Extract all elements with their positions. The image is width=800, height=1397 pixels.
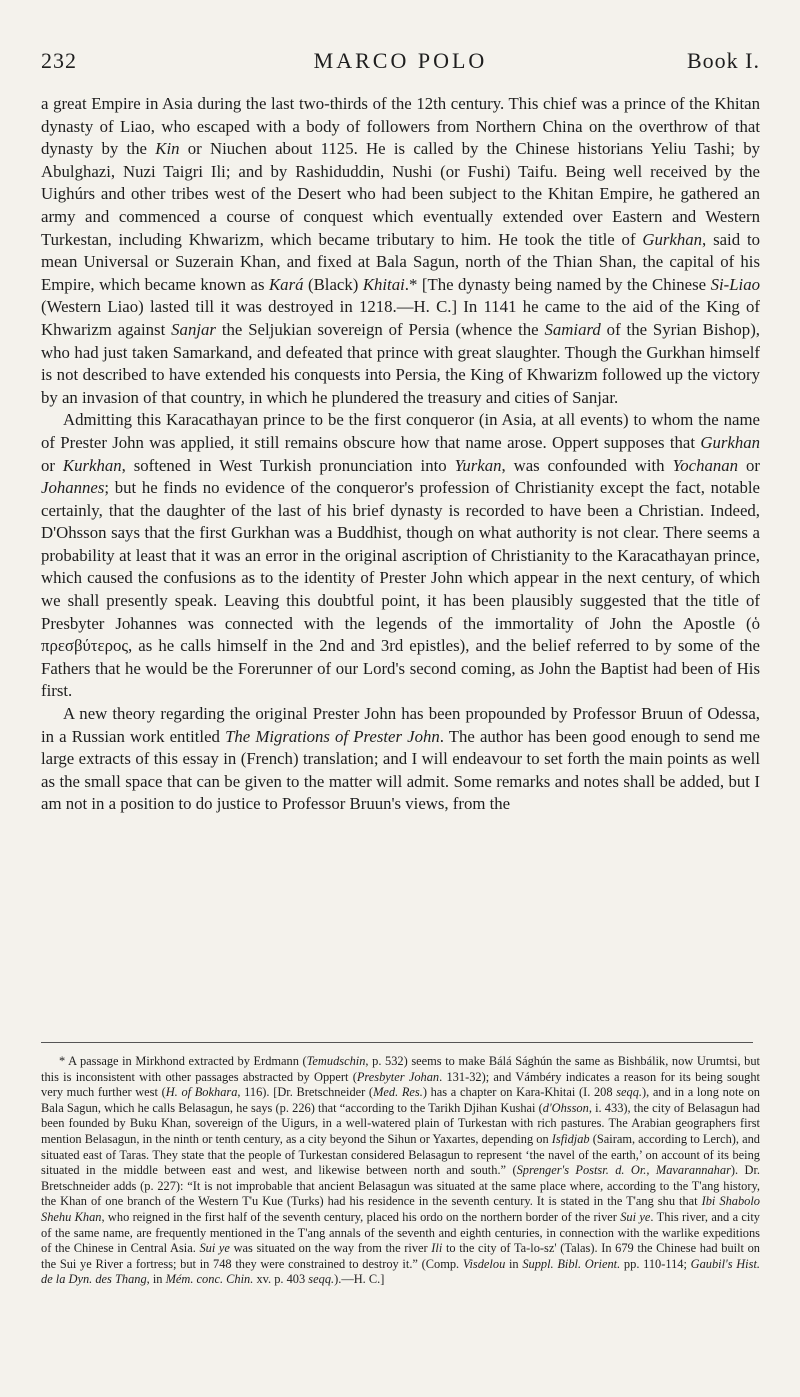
footnote-divider — [41, 1042, 753, 1043]
paragraph-1: a great Empire in Asia during the last two-thirds of the 12th century. This chief was a prince of the Khitan dynasty of Liao, who escaped with a body of followers from Northern China on the overthrow of that dynasty by the Kin or Niuchen about 1125. He is called by the Chinese historians Yeliu Tashi; by Abulghazi, Nuzi Taigri Ili; and by Rashiduddin, Nushi (or Fushi) Taifu. Being well received by the Uighúrs and other tribes west of the Desert who had been subject to the Khitan Empire, he gathered an army and commenced a course of conquest which eventually extended over Eastern and Western Turkestan, including Khwarizm, which became tributary to him. He took the title of Gurkhan, said to mean Universal or Suzerain Khan, and fixed at Bala Sagun, north of the Thian Shan, the capital of his Empire, which became known as Kará (Black) Khitai.* [The dynasty being named by the Chinese Si-Liao (Western Liao) lasted till it was destroyed in 1218.—H. C.] In 1141 he came to the aid of the King of Khwarizm against Sanjar the Seljukian sovereign of Persia (whence the Samiard of the Syrian Bishop), who had just taken Samarkand, and defeated that prince with great slaughter. Though the Gurkhan himself is not described to have extended his conquests into Persia, the King of Khwarizm followed up the victory by an invasion of that country, in which he plundered the treasury and cities of Sanjar. — [41, 94, 761, 407]
main-text — [41, 93, 760, 816]
paragraph-3: A new theory regarding the original Prester John has been propounded by Professor Bruun of Odessa, in a Russian work entitled The Migrations of Prester John. The author has been good enough to send me large extracts of this essay in (French) translation; and I will endeavour to set forth the main points as well as the small space that can be given to the matter will admit. Some remarks and notes shall be added, but I am not in a position to do justice to Professor Bruun's views, from the — [41, 704, 760, 814]
footnote: * A passage in Mirkhond extracted by Erdmann (Temudschin, p. 532) seems to make Bálá Sághún the same as Bishbálik, now Urumtsi, but this is inconsistent with other passages abstracted by Oppert (Presbyter Johan. 131-32); and Vámbéry indicates a reason for its being sought very much further west (H. of Bokhara, 116). [Dr. Bretschneider (Med. Res.) has a chapter on Kara-Khitai (I. 208 seqq.), and in a long note on Bala Sagun, which he calls Belasagun, he says (p. 226) that “according to the Tarikh Djihan Kushai (d'Ohsson, i. 433), the city of Belasagun had been founded by Buku Khan, sovereign of the Uigurs, in a well-watered plain of Turkestan with rich pastures. The Arabian geographers first mention Belasagun, in the ninth or tenth century, as a city beyond the Sihun or Yaxartes, depending on Isfidjab (Sairam, according to Lerch), and situated east of Taras. They state that the people of Turkestan considered Belasagun to represent ‘the navel of the earth,’ on account of its being situated in the middle between east and west, and likewise between north and south.” (Sprenger's Postsr. d. Or., Mavarannahar). Dr. Bretschneider adds (p. 227): “It is not improbable that ancient Belasagun was situated at the same place where, according to the T'ang history, the Khan of one branch of the Western T'u Kue (Turks) had his residence in the seventh century. It is stated in the T'ang shu that Ibi Shabolo Shehu Khan, who reigned in the first half of the seventh century, placed his ordo on the northern border of the river Sui ye. This river, and a city of the same name, are frequently mentioned in the T'ang annals of the seventh and eighth centuries, in connection with the warlike expeditions of the Chinese in Central Asia. Sui ye was situated on the way from the river Ili to the city of Ta-lo-sz' (Talas). In 679 the Chinese had built on the Sui ye River a fortress; but in 748 they were constrained to destroy it.” (Comp. Visdelou in Suppl. Bibl. Orient. pp. 110-114; Gaubil's Hist. de la Dyn. des Thang, in Mém. conc. Chin. xv. p. 403 seqq.).—H. C.] — [41, 1054, 761, 1287]
running-header — [41, 48, 760, 84]
book-label: Book I. — [687, 48, 760, 73]
running-title: MARCO POLO — [313, 48, 488, 73]
paragraph-2: Admitting this Karacathayan prince to be the first conqueror (in Asia, at all events) to whom the name of Prester John was applied, it still remains obscure how that name arose. Oppert supposes that Gurkhan or Kurkhan, softened in West Turkish pronunciation into Yurkan, was confounded with Yochanan or Johannes; but he finds no evidence of the conqueror's profession of Christianity except the fact, notable certainly, that the daughter of the last of his brief dynasty is recorded to have been a Christian. Indeed, D'Ohsson says that the first Gurkhan was a Buddhist, though on what authority is not clear. There seems a probability at least that it was an error in the original ascription of Christianity to the Karacathayan prince, which caused the confusions as to the identity of Prester John which appear in the next century, of which we shall presently speak. Leaving this doubtful point, it has been plausibly suggested that the title of Presbyter Johannes was connected with the legends of the immortality of John the Apostle (ὁ πρεσβύτερος, as he calls himself in the 2nd and 3rd epistles), and the belief referred to by some of the Fathers that he would be the Forerunner of our Lord's second coming, as John the Baptist had been of His first. — [41, 410, 760, 701]
page-number: 232 — [41, 48, 77, 73]
